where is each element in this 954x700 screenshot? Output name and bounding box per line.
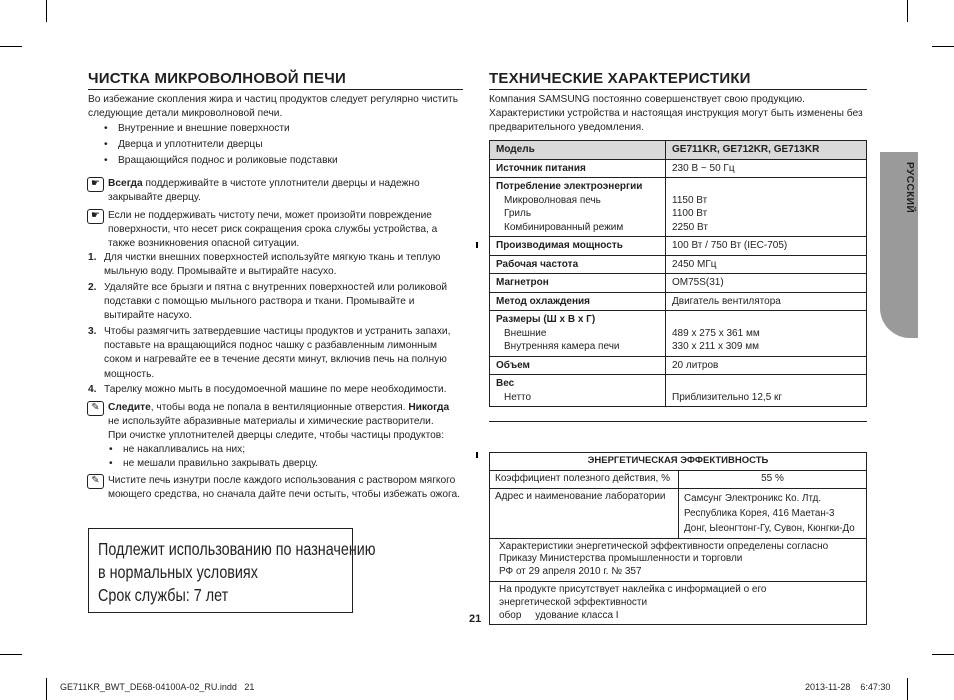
service-life-line: в нормальных условиях <box>98 562 258 582</box>
crop-mark <box>907 0 908 22</box>
step-4: 4. Тарелку можно мыть в посудомоечной машине по мере необходимости. <box>88 384 447 395</box>
note-clean-inside: ✎ Чистите печь изнутри после каждого использования с раствором мягкого моющего средства, но сначала дайте печи остыть, чтобы избежать ожога. <box>87 474 463 502</box>
note-check: ✎ Следите, чтобы вода не попала в вентиляционные отверстия. Никогда не используйте абразивные материалы и химические растворители. При очистке уплотнителей дверцы следите, чтобы частицы продуктов: <box>87 401 453 444</box>
table-row: Коэффициент полезного действия, % 55 % <box>490 470 867 488</box>
pencil-note-icon: ✎ <box>87 401 104 416</box>
title-underline <box>88 89 463 90</box>
cleaning-title: ЧИСТКА МИКРОВОЛНОВОЙ ПЕЧИ <box>88 70 346 87</box>
service-life-line: Срок службы: 7 лет <box>98 585 229 605</box>
table-row: Размеры (Ш x В x Г) Внешние Внутренняя камера печи 489 x 275 x 361 мм 330 x 211 x 309 мм <box>490 311 867 357</box>
registration-mark <box>476 452 478 458</box>
spec-table <box>489 140 867 407</box>
pencil-note-icon: ✎ <box>87 474 104 489</box>
language-tab-label: РУССКИЙ <box>904 162 915 214</box>
step-1: 1. Для чистки внешних поверхностей используйте мягкую ткань и теплую мыльную воду. Промывайте и вытирайте насухо. <box>88 252 441 278</box>
crop-mark <box>46 678 47 700</box>
language-tab <box>880 152 918 338</box>
crop-mark <box>907 678 908 700</box>
table-row: Объем 20 литров <box>490 356 867 375</box>
table-row: Источник питания 230 В ~ 50 Гц <box>490 159 867 178</box>
specs-intro: Компания SAMSUNG постоянно совершенствует свою продукцию. Характеристики устройства и настоящая инструкция могут быть изменены без предварительного уведомления. <box>489 94 863 134</box>
title-underline <box>489 89 867 90</box>
step-3: 3. Чтобы размягчить затвердевшие частицы продуктов и устранить запахи, поставьте на вращающийся поднос чашку с разбавленным лимонным соком и нагревайте ее в течение десяти минут, включив печь на полную мощность. <box>88 326 451 380</box>
note-always: ☛ Всегда поддерживайте в чистоте уплотнители дверцы и надежно закрывайте дверцу. <box>87 177 453 205</box>
table-row: Рабочая частота 2450 МГц <box>490 255 867 274</box>
table-row: ЭНЕРГЕТИЧЕСКАЯ ЭФФЕКТИВНОСТЬ <box>490 453 867 471</box>
table-row: Магнетрон OM75S(31) <box>490 274 867 293</box>
service-life-line: Подлежит использованию по назначению <box>98 539 376 559</box>
step-2: 2. Удаляйте все брызги и пятна с внутренних поверхностей или роликовой подставки с помощью мыльного раствора и ткани. Промывайте и вытирайте насухо. <box>88 282 448 322</box>
table-row: Потребление электроэнергии Микроволновая печь Гриль Комбинированный режим 1150 Вт 1100 Вт 2250 Вт <box>490 178 867 237</box>
table-row: Адрес и наименование лаборатории Самсунг Электроникс Ко. Лтд. Республика Корея, 416 Маетан-3 Донг, Ыеонгтонг-Гу, Сувон, Кюнгки-До <box>490 488 867 538</box>
crop-mark <box>0 654 22 655</box>
table-row: Вес Нетто Приблизительно 12,5 кг <box>490 375 867 407</box>
crop-mark <box>932 654 954 655</box>
hand-pointer-icon: ☛ <box>87 177 104 192</box>
specs-title: ТЕХНИЧЕСКИЕ ХАРАКТЕРИСТИКИ <box>489 70 751 87</box>
registration-mark <box>476 242 478 248</box>
crop-mark <box>0 46 22 47</box>
hand-pointer-icon: ☛ <box>87 209 104 224</box>
service-life-box <box>88 528 376 613</box>
table-row: Характеристики энергетической эффективности определены согласно Приказу Министерства промышленности и торговли РФ от 29 апреля 2010 г. № 357 <box>490 538 867 581</box>
table-row: Модель GE711KR, GE712KR, GE713KR <box>490 141 867 160</box>
table-row: Производимая мощность 100 Вт / 750 Вт (IEC-705) <box>490 237 867 256</box>
footer-timestamp: 2013-11-28 ︎ 6:47:30 <box>805 682 891 692</box>
cleaning-intro: Во избежание скопления жира и частиц продуктов следует регулярно чистить следующие детали микроволновой печи. <box>88 94 459 120</box>
table-row: На продукте присутствует наклейка с информацией о его энергетической эффективности обор удование класса I <box>490 581 867 624</box>
table-bottom-rule <box>489 421 867 422</box>
table-row: Метод охлаждения Двигатель вентилятора <box>490 292 867 311</box>
footer-file: GE711KR_BWT_DE68-04100A-02_RU.indd 21 <box>60 682 255 692</box>
crop-mark <box>46 0 47 22</box>
crop-mark <box>932 46 954 47</box>
energy-table <box>489 452 867 625</box>
page-number: 21 <box>469 613 482 625</box>
note-warning: ☛ Если не поддерживать чистоту печи, может произойти повреждение поверхности, что несет риск сокращения срока службы устройства, а также возникновения опасной ситуации. <box>87 209 453 252</box>
